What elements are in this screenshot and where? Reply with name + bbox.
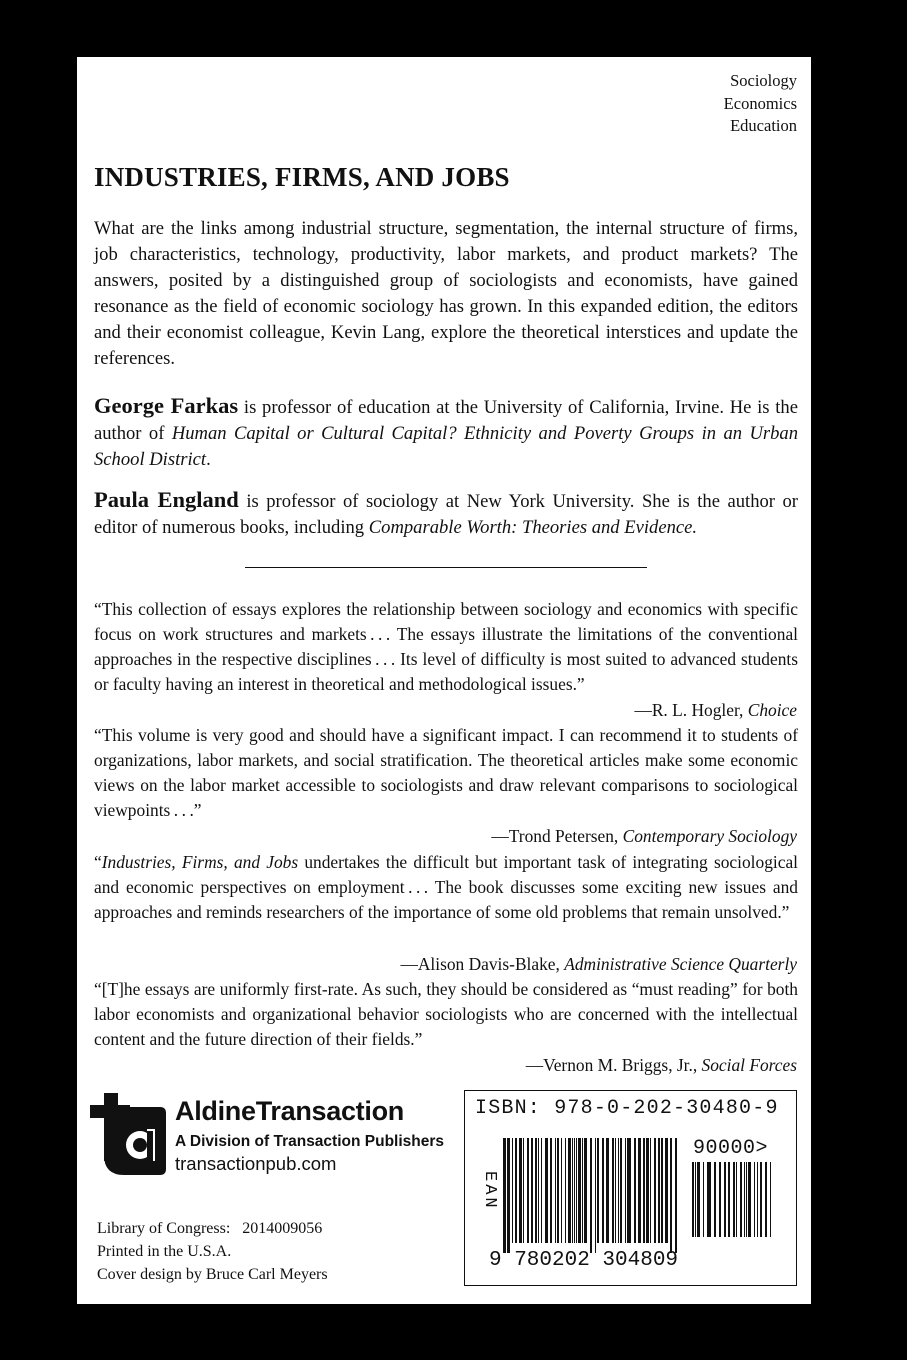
barcode-bar (584, 1138, 587, 1243)
barcode-bar (590, 1138, 592, 1253)
review-source: Contemporary Sociology (622, 826, 797, 846)
barcode-bar (574, 1138, 575, 1243)
barcode-bar (523, 1138, 524, 1243)
barcode-bar (582, 1138, 583, 1243)
publisher-name: AldineTransaction (175, 1096, 404, 1126)
barcode-bar (597, 1138, 599, 1243)
barcode-bar (643, 1138, 645, 1243)
barcode-bar (541, 1138, 542, 1243)
barcode-bar (746, 1162, 747, 1237)
barcode-bar (719, 1162, 721, 1237)
review-source: Choice (747, 700, 797, 720)
author-bio-text: is professor of sociology at New York University. She is the author or editor of numerous books, including (94, 491, 798, 538)
barcode-bar (550, 1138, 552, 1243)
barcode-bar (545, 1138, 548, 1243)
barcode-bar (568, 1138, 571, 1243)
barcode-bar (707, 1162, 711, 1237)
review-quote (94, 850, 798, 925)
author-bio-end: . (206, 449, 211, 470)
review-source: Administrative Science Quarterly (564, 954, 797, 974)
barcode-bar (733, 1162, 735, 1237)
addon-barcode (692, 1162, 774, 1247)
barcode-bar (618, 1138, 619, 1243)
barcode-bar (595, 1138, 596, 1253)
barcode-bar (695, 1162, 696, 1237)
review-quote: “This volume is very good and should have a significant impact. I can recommend it to students of organizations, labor markets, and social stratification. The theoretical articles make some economic views on the labor market accessible to sociologists and draw relevant comparisons to sociological viewpoints . . .” (94, 725, 798, 820)
subject-categories (724, 70, 797, 138)
review-attribution (526, 1053, 797, 1078)
review-source: Social Forces (701, 1055, 797, 1075)
barcode-bar (760, 1162, 762, 1237)
author-bio (94, 487, 798, 541)
author-work-title: Human Capital or Cultural Capital? Ethnicity and Poverty Groups in an Urban School District (94, 423, 798, 470)
book-description: What are the links among industrial structure, segmentation, the internal structure of firms, job characteristics, technology, productivity, labor markets, and product markets? The answers, posited by a distinguished group of sociologists and economists, have gained resonance as the field of economic sociology has grown. In this expanded edition, the editors and their economist colleague, Kevin Lang, explore the theoretical interstices and update the references. (94, 218, 798, 369)
barcode-bar (675, 1138, 677, 1253)
barcode-bar (740, 1162, 742, 1237)
cover-design-credit: Cover design by Bruce Carl Meyers (97, 1266, 328, 1283)
barcode-bar (512, 1138, 513, 1243)
barcode-digits: 9 780202 304809 (489, 1249, 679, 1272)
barcode-bar (646, 1138, 649, 1243)
barcode-bar (535, 1138, 537, 1243)
ean-label: EAN (480, 1171, 499, 1211)
review-author: —Vernon M. Briggs, Jr., (525, 1055, 702, 1075)
barcode-bar (515, 1138, 517, 1243)
colophon (97, 1217, 328, 1286)
barcode-bar (757, 1162, 758, 1237)
author-bio (94, 393, 798, 473)
barcode-bar (754, 1162, 755, 1237)
review-attribution (491, 824, 797, 849)
ta-logo-icon (90, 1093, 166, 1175)
barcode-bar (697, 1162, 700, 1237)
divider (245, 567, 647, 568)
barcode-bar (615, 1138, 616, 1243)
barcode-bar (561, 1138, 562, 1243)
ean-barcode (503, 1138, 678, 1253)
barcode-bar (658, 1138, 660, 1243)
printed-in: Printed in the U.S.A. (97, 1243, 232, 1260)
subject-category: Education (730, 116, 797, 135)
barcode-bar (724, 1162, 726, 1237)
isbn-barcode-box (464, 1090, 797, 1286)
barcode-bar (612, 1138, 614, 1243)
barcode-bar (576, 1138, 577, 1243)
review-quote: “This collection of essays explores the relationship between sociology and economics with specific focus on work structures and markets . . . The essays illustrate the limitations of the conventional approaches in the respective disciplines . . . Its level of difficulty is most suited to advanced students or faculty having an interest in theoretical and methodological issues.” (94, 599, 798, 694)
review-author: —Trond Petersen, (491, 826, 623, 846)
publisher-url: transactionpub.com (175, 1153, 337, 1174)
barcode-bar (744, 1162, 745, 1237)
barcode-bar (625, 1138, 626, 1243)
barcode-bar (765, 1162, 767, 1237)
barcode-bar (578, 1138, 581, 1243)
book-title: INDUSTRIES, FIRMS, AND JOBS (94, 162, 510, 192)
barcode-bar (519, 1138, 522, 1243)
review-attribution (400, 952, 797, 977)
barcode-bar (531, 1138, 533, 1243)
quote-open-mark: “ (94, 852, 102, 872)
price-code: 90000> (693, 1137, 769, 1160)
review-author: —Alison Davis-Blake, (400, 954, 565, 974)
barcode-bar (654, 1138, 656, 1243)
barcode-bar (770, 1162, 771, 1237)
barcode-bar (638, 1138, 641, 1243)
author-work-title: Comparable Worth: Theories and Evidence. (368, 517, 698, 538)
barcode-bar (728, 1162, 730, 1237)
review-quote-text: undertakes the difficult but important task of integrating sociological and economic perspectives on employment . . . The book discusses some exciting new issues and approaches and reminds researchers of the importance of some old problems that remain unsolved.” (94, 852, 798, 922)
author-bio-text: is professor of education at the University of California, Irvine. He is the author of (94, 397, 798, 444)
barcode-bar (736, 1162, 737, 1237)
library-of-congress: Library of Congress: 2014009056 (97, 1220, 323, 1237)
review-author: —R. L. Hogler, (634, 700, 748, 720)
quoted-book-title: Industries, Firms, and Jobs (101, 852, 299, 872)
author-name: George Farkas (94, 393, 239, 418)
isbn-number: ISBN: 978-0-202-30480-9 (475, 1097, 779, 1120)
barcode-bar (714, 1162, 716, 1237)
barcode-bar (665, 1138, 668, 1243)
barcode-bar (748, 1162, 751, 1237)
barcode-bar (620, 1138, 622, 1243)
barcode-bar (634, 1138, 636, 1243)
barcode-bar (670, 1138, 672, 1253)
publisher-division: A Division of Transaction Publishers (175, 1133, 445, 1150)
barcode-bar (555, 1138, 556, 1243)
barcode-bar (507, 1138, 510, 1253)
barcode-bar (703, 1162, 704, 1237)
review-quote: “[T]he essays are uniformly first-rate. As such, they should be considered as “must reading” for both labor economists and organizational behavior sociologists who are concerned with the intellectual content and the future direction of their fields.” (94, 979, 798, 1049)
barcode-bar (627, 1138, 631, 1243)
barcode-bar (572, 1138, 573, 1243)
subject-category: Economics (723, 93, 797, 113)
subject-category: Sociology (730, 71, 797, 90)
barcode-bar (503, 1138, 506, 1253)
barcode-bar (565, 1138, 566, 1243)
barcode-bar (538, 1138, 539, 1243)
barcode-bar (661, 1138, 663, 1243)
back-cover (77, 57, 811, 1304)
barcode-bar (692, 1162, 694, 1237)
barcode-bar (557, 1138, 559, 1243)
barcode-bar (606, 1138, 609, 1243)
barcode-bar (602, 1138, 604, 1243)
barcode-bar (527, 1138, 529, 1243)
author-name: Paula England (94, 487, 239, 512)
review-attribution (634, 698, 797, 723)
barcode-bar (650, 1138, 651, 1243)
